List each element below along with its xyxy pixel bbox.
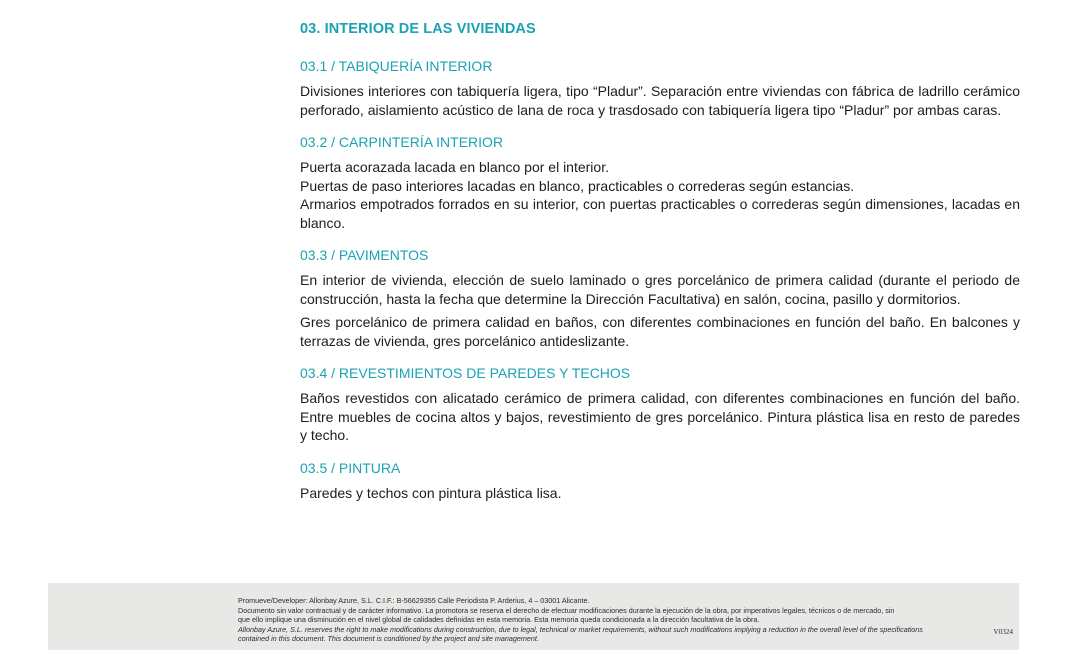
section-heading: 03.3 / PAVIMENTOS	[300, 247, 429, 263]
footer-developer: Promueve/Developer: Allonbay Azure, S.L. C.I.F.: B-56629355 Calle Periodista P. Arderius, 4 – 03001 Alicante.	[238, 596, 590, 605]
paragraph: Baños revestidos con alicatado cerámico de primera calidad, con diferentes combinaciones en función del baño. Entre muebles de cocina altos y bajos, revestimiento de gres porcelánico. Pintura plástica lisa en resto de paredes y techo.	[300, 390, 1020, 443]
footer-disclaimer-en: Allonbay Azure, S.L. reserves the right to make modifications during construction, due to legal, technical or market requirements, without such modifications implying a reduction in the overall level of the specifications	[238, 624, 923, 634]
section-body	[300, 158, 1020, 232]
section-tabiqueria	[300, 57, 1020, 119]
section-pintura	[300, 459, 1020, 503]
footer	[48, 583, 1019, 650]
paragraph-line: Puerta acorazada lacada en blanco por el interior.	[300, 159, 609, 175]
section-heading: 03.4 / REVESTIMIENTOS DE PAREDES Y TECHOS	[300, 365, 631, 381]
footer-text	[238, 596, 998, 644]
paragraph: Divisiones interiores con tabiquería ligera, tipo “Pladur”. Separación entre viviendas con fábrica de ladrillo cerámico perforado, aislamiento acústico de lana de roca y trasdosado con tabiquería ligera tipo “Pladur” por ambas caras.	[300, 83, 1020, 118]
footer-disclaimer-es: que ello implique una disminución en el nivel global de calidades definidas en esta memoria. Esta memoria queda condicionada a la dirección facultativa de la obra.	[238, 615, 760, 625]
paragraph: En interior de vivienda, elección de suelo laminado o gres porcelánico de primera calidad (durante el periodo de construcción, hasta la fecha que determine la Dirección Facultativa) en salón, cocina, pasillo y dormitorios.	[300, 272, 1020, 307]
paragraph: Paredes y techos con pintura plástica lisa.	[300, 484, 562, 501]
document-content	[300, 20, 1020, 516]
section-heading: 03.5 / PINTURA	[300, 459, 401, 476]
paragraph-line: Armarios empotrados forrados en su interior, con puertas practicables o correderas según dimensiones, lacadas en blanco.	[300, 196, 1020, 231]
section-body	[300, 82, 1020, 119]
footer-disclaimer-es: Documento sin valor contractual y de carácter informativo. La promotora se reserva el derecho de efectuar modificaciones durante la ejecución de la obra, por imperativos legales, técnicos o de mercado, sin	[238, 605, 895, 615]
section-heading: 03.2 / CARPINTERÍA INTERIOR	[300, 134, 504, 150]
footer-disclaimer-en: contained in this document. This document is conditioned by the project and site management.	[238, 634, 539, 644]
section-body	[300, 389, 1020, 445]
section-body	[300, 484, 1020, 503]
section-heading: 03.1 / TABIQUERÍA INTERIOR	[300, 58, 493, 74]
section-carpinteria	[300, 133, 1020, 232]
section-pavimentos	[300, 246, 1020, 350]
paragraph-line: Puertas de paso interiores lacadas en blanco, practicables o correderas según estancias.	[300, 177, 855, 194]
section-body	[300, 271, 1020, 350]
page-title: 03. INTERIOR DE LAS VIVIENDAS	[300, 21, 536, 37]
version-code: V0324	[993, 628, 1013, 636]
paragraph: Gres porcelánico de primera calidad en baños, con diferentes combinaciones en función del baño. En balcones y terrazas de vivienda, gres porcelánico antideslizante.	[300, 314, 1020, 349]
section-revestimientos	[300, 364, 1020, 445]
